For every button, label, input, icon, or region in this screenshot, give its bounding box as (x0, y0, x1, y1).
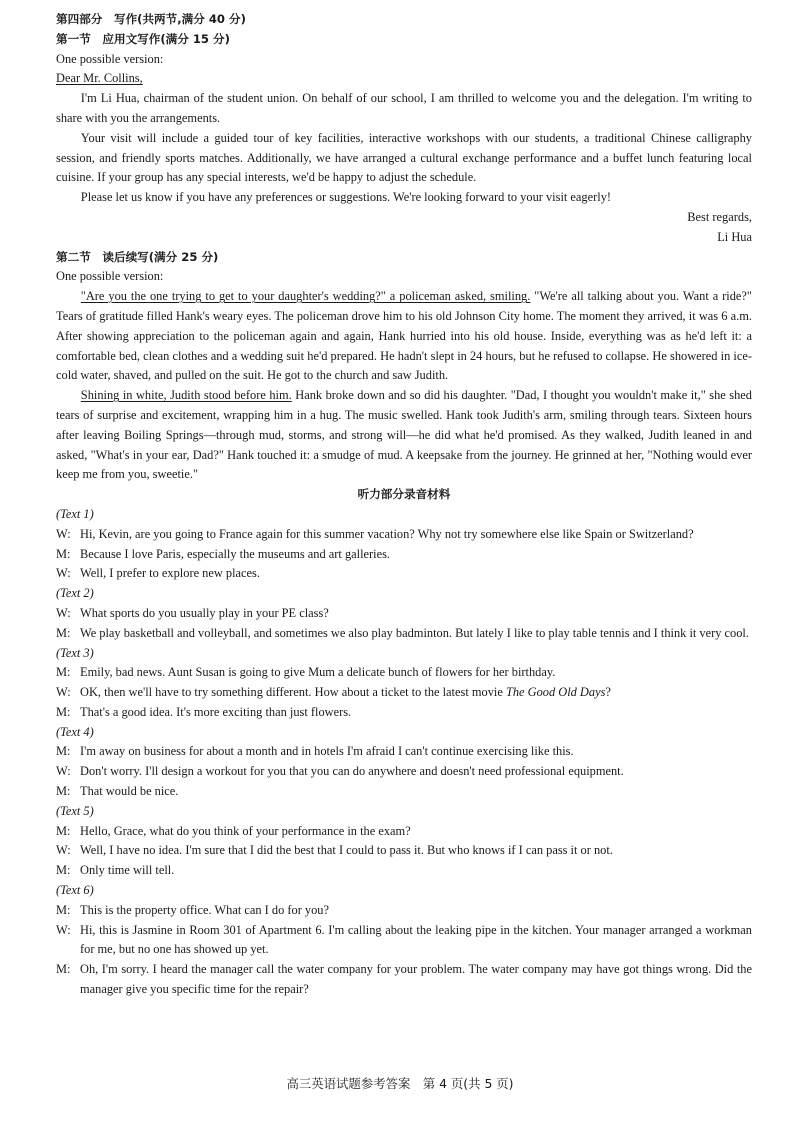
speaker: M: (56, 704, 71, 719)
utterance: That would be nice. (80, 784, 179, 799)
speaker: W: (56, 685, 71, 700)
dialogue-line (56, 901, 752, 921)
letter-paragraph-1: I'm Li Hua, chairman of the student union. On behalf of our school, I am thrilled to welcome you and the delegation. I'm writing to share with you the arrangements. (56, 91, 752, 125)
text-tag: (Text 1) (56, 506, 94, 521)
utterance: Don't worry. I'll design a workout for you that you can do anywhere and doesn't need professional equipment. (80, 764, 624, 779)
dialogue-line (56, 564, 752, 584)
page-content (56, 10, 752, 1000)
story-p2-underlined: Shining in white, Judith stood before him. (80, 388, 292, 403)
utterance: What sports do you usually play in your PE class? (80, 605, 329, 620)
letter-paragraph-3: Please let us know if you have any preferences or suggestions. We're looking forward to your visit eagerly! (80, 190, 612, 205)
utterance: Oh, I'm sorry. I heard the manager call the water company for your problem. The water company may have got things wrong. Did the manager give you specific time for the repair? (80, 962, 752, 997)
text-tag: (Text 4) (56, 724, 94, 739)
text-tag: (Text 5) (56, 803, 94, 818)
dialogue-line (56, 604, 752, 624)
speaker: M: (56, 784, 71, 799)
utterance (80, 683, 752, 703)
speaker: W: (56, 843, 71, 858)
dialogue-line (56, 782, 752, 802)
utterance: We play basketball and volleyball, and sometimes we also play badminton. But lately I like to play table tennis and I think it very cool. (80, 625, 749, 640)
utterance: Hello, Grace, what do you think of your performance in the exam? (80, 823, 411, 838)
section-title: 第四部分 写作(共两节,满分 40 分) (56, 12, 246, 26)
speaker: W: (56, 764, 71, 779)
speaker: M: (56, 665, 71, 680)
dialogue-line (56, 683, 752, 703)
utterance-text: OK, then we'll have to try something different. How about a ticket to the latest movie (80, 685, 506, 700)
speaker: W: (56, 605, 71, 620)
utterance: Only time will tell. (80, 863, 175, 878)
version-label-2: One possible version: (56, 269, 164, 284)
speaker: M: (56, 902, 71, 917)
utterance: Hi, this is Jasmine in Room 301 of Apartment 6. I'm calling about the leaking pipe in the kitchen. Your manager arranged a workman for me, but no one has showed up yet. (80, 922, 752, 957)
listening-transcripts (56, 505, 752, 1000)
speaker: W: (56, 566, 71, 581)
utterance: Well, I have no idea. I'm sure that I did the best that I could to pass it. But who knows if I can pass it or not. (80, 843, 613, 858)
utterance: I'm away on business for about a month and in hotels I'm afraid I can't continue exercising like this. (80, 744, 574, 759)
utterance: Well, I prefer to explore new places. (80, 566, 260, 581)
part1-title: 第一节 应用文写作(满分 15 分) (56, 31, 230, 46)
speaker: M: (56, 744, 71, 759)
signature: Li Hua (717, 229, 752, 244)
text-tag: (Text 3) (56, 645, 94, 660)
dialogue-line (56, 841, 752, 861)
text-tag: (Text 6) (56, 883, 94, 898)
utterance: That's a good idea. It's more exciting than just flowers. (80, 704, 352, 719)
dialogue-line (56, 703, 752, 723)
speaker: M: (56, 863, 71, 878)
dialogue-line (56, 762, 752, 782)
version-label: One possible version: (56, 51, 164, 66)
speaker: W: (56, 922, 71, 937)
movie-title: The Good Old Days (505, 685, 606, 700)
story-p1-underlined: "Are you the one trying to get to your daughter's wedding?" a policeman asked, smiling. (80, 289, 531, 304)
story-paragraph-2 (56, 386, 752, 485)
dialogue-line (56, 742, 752, 762)
letter-paragraph-2: Your visit will include a guided tour of key facilities, interactive workshops with our students, a traditional Chinese calligraphy session, and friendly sports matches. Additionally, we have arranged a cultural exchange performance and a buffet lunch featuring local cuisine. If your group has any special interests, we'd be happy to adjust the schedule. (56, 130, 752, 185)
story-paragraph-1 (56, 287, 752, 386)
dialogue-line (56, 822, 752, 842)
utterance-end: ? (605, 685, 611, 700)
dialogue-line (56, 921, 752, 961)
story-p1-rest: "We're all talking about you. Want a ride?" Tears of gratitude filled Hank's weary eyes. The policeman drove him to his old Johnson City home. The moment they arrived, it was 6 a.m. After showing appreciation to the policeman again and again, Hank hurried into his old house. Inside, everything was as he'd left it: a comfortable bed, clean clothes and a wedding suit he'd prepared. He hadn't slept in 24 hours, but he refused to collapse. He showered in ice-cold water, shaved, and pulled on the suit. He got to the church and saw Judith. (56, 289, 752, 383)
dialogue-line (56, 545, 752, 565)
dialogue-line (56, 663, 752, 683)
listening-title: 听力部分录音材料 (357, 487, 451, 502)
speaker: W: (56, 526, 71, 541)
speaker: M: (56, 546, 71, 561)
utterance: Emily, bad news. Aunt Susan is going to give Mum a delicate bunch of flowers for her birthday. (80, 665, 556, 680)
utterance: Hi, Kevin, are you going to France again for this summer vacation? Why not try somewhere else like Spain or Switzerland? (80, 526, 694, 541)
part2-title: 第二节 读后续写(满分 25 分) (56, 249, 219, 264)
speaker: M: (56, 823, 71, 838)
speaker: M: (56, 625, 71, 640)
dialogue-line (56, 960, 752, 1000)
utterance: Because I love Paris, especially the museums and art galleries. (80, 546, 391, 561)
utterance: This is the property office. What can I do for you? (80, 902, 329, 917)
page-footer: 高三英语试题参考答案 第 4 页(共 5 页) (286, 1076, 514, 1091)
dialogue-line (56, 861, 752, 881)
text-tag: (Text 2) (56, 586, 94, 601)
dialogue-line (56, 525, 752, 545)
speaker: M: (56, 962, 71, 977)
story-p2-rest: Hank broke down and so did his daughter. "Dad, I thought you wouldn't make it," she shed tears of surprise and excitement, wrapping him in a hug. The music swelled. Hank took Judith's arm, smiling through tears. Sixteen hours after leaving Boiling Springs—through mud, storms, and strong will—he did what he'd promised. As they walked, Judith leaned in and asked, "What's in your ear, Dad?" Hank touched it: a smudge of mud. A keepsake from the journey. He grinned at her, "Nothing would ever keep me from you, sweetie." (56, 388, 752, 482)
dialogue-line (56, 624, 752, 644)
closing: Best regards, (687, 209, 752, 224)
salutation: Dear Mr. Collins, (56, 71, 143, 86)
